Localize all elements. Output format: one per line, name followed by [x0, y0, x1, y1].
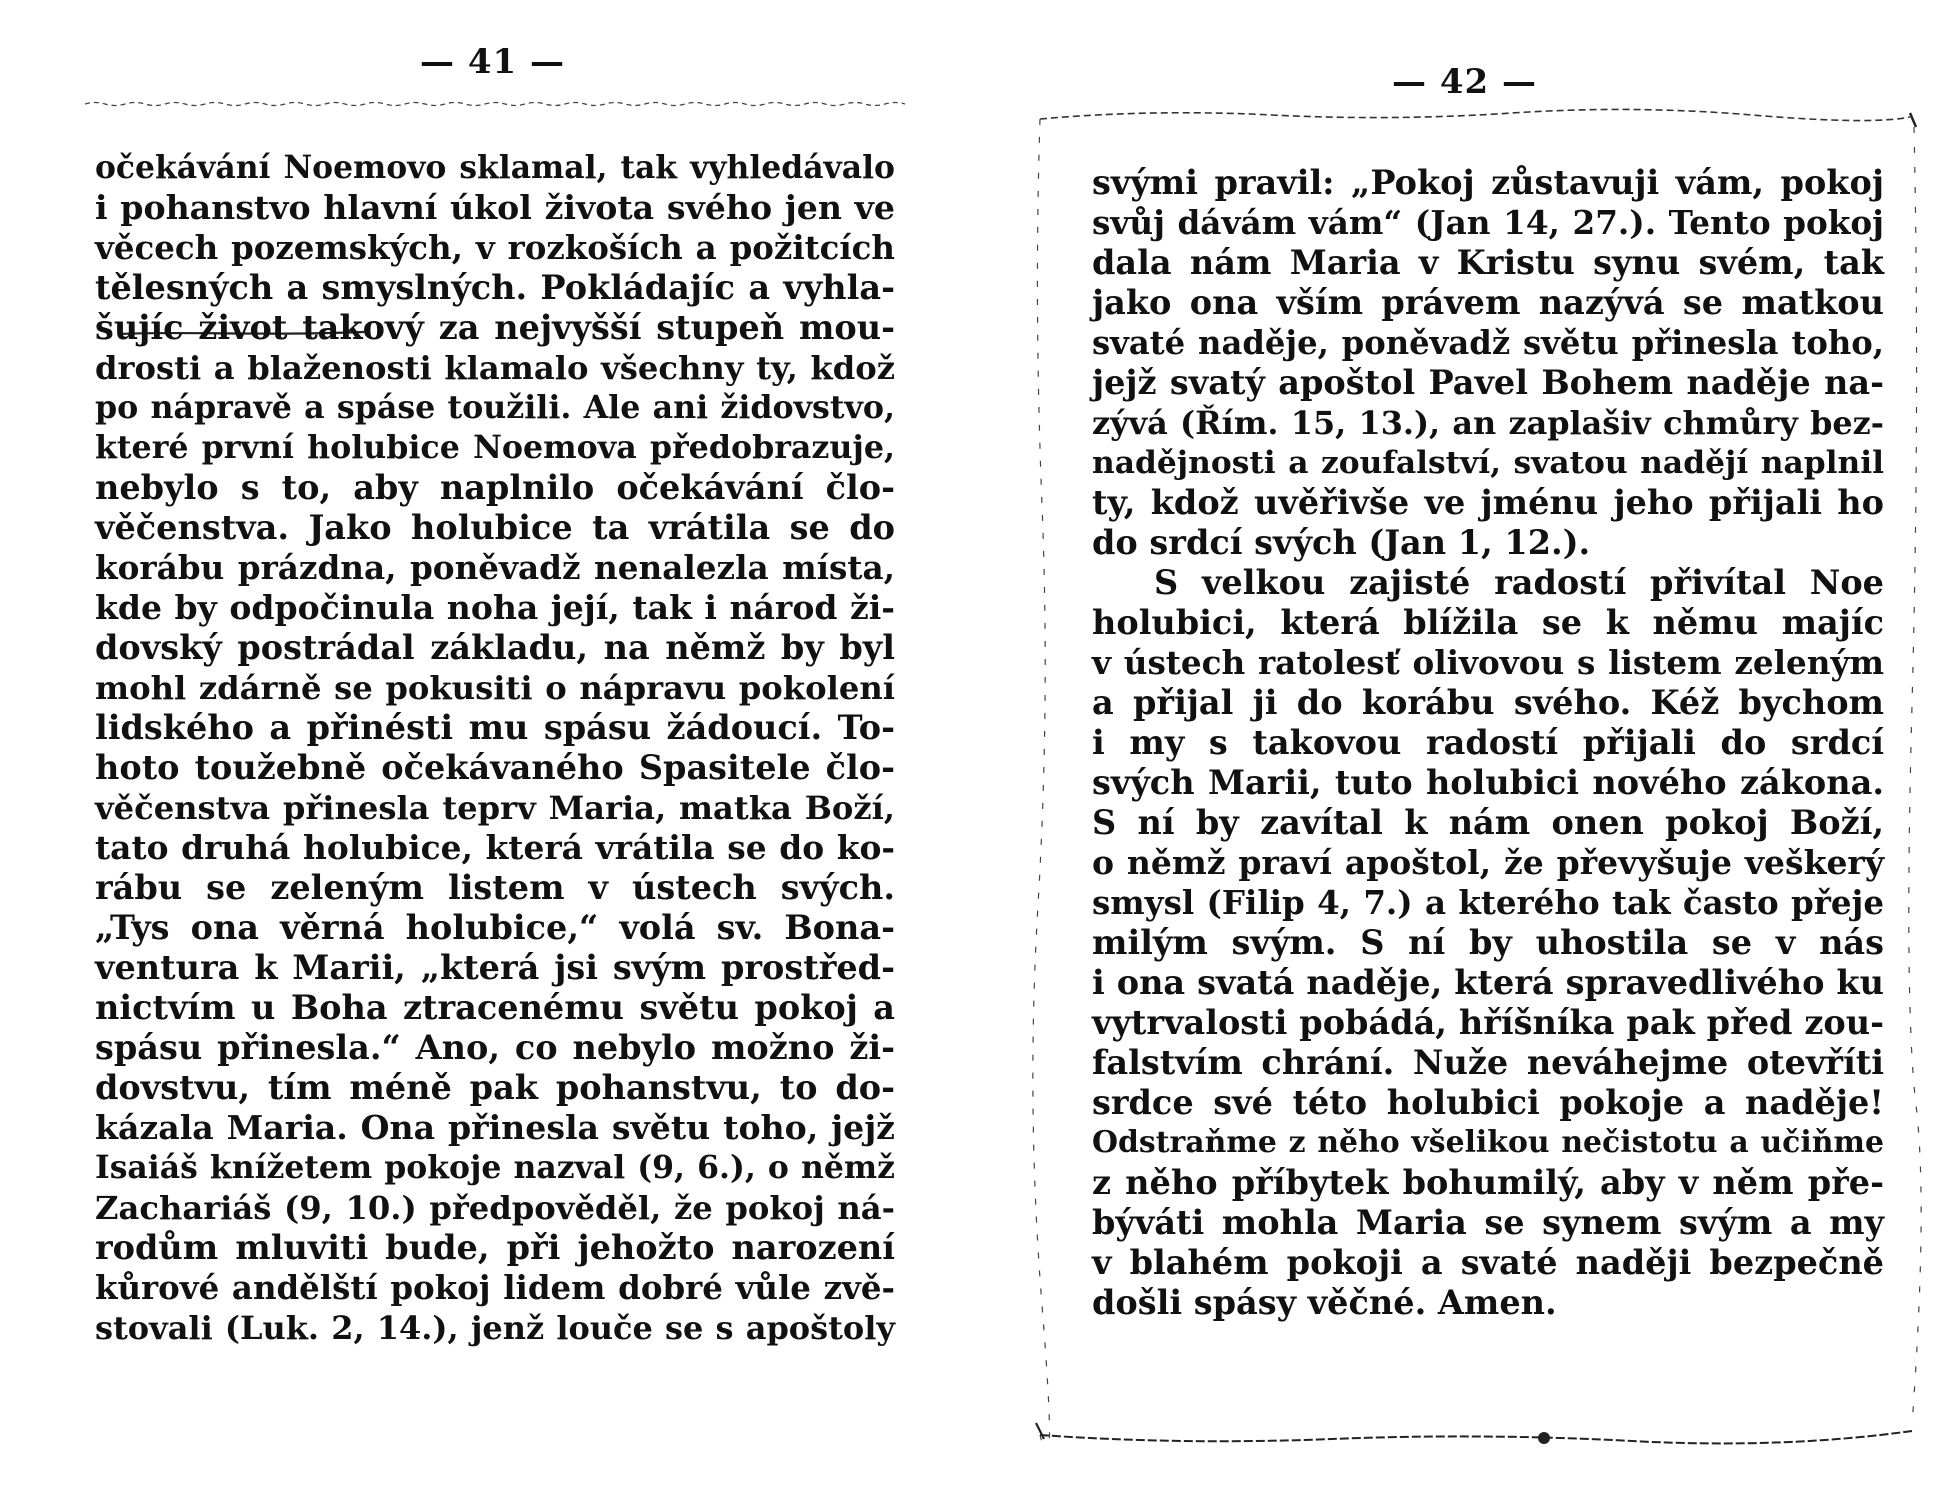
- text-line: z něho příbytek bohumilý, aby v něm pře-: [1092, 1163, 1884, 1202]
- decorative-rule: [85, 100, 905, 108]
- text-line: nebylo s to, aby naplnilo očekávání člo-: [95, 468, 895, 507]
- text-line: milým svým. S ní by uhostila se v nás: [1092, 923, 1884, 962]
- text-line: korábu prázdna, poněvadž nenalezla místa,: [95, 548, 895, 587]
- page-number: — 42 —: [1392, 62, 1537, 102]
- text-line: Isaiáš knížetem pokoje nazval (9, 6.), o němž: [95, 1149, 895, 1186]
- text-line: Zachariáš (9, 10.) předpověděl, že pokoj ná-: [95, 1189, 895, 1227]
- text-line: ty, kdož uvěřivše ve jménu jeho přijali ho: [1092, 483, 1884, 522]
- text-line: nadějnosti a zoufalství, svatou nadějí naplnil: [1092, 445, 1884, 481]
- text-line: ventura k Marii, „která jsi svým prostřed-: [95, 948, 895, 987]
- text-line: které první holubice Noemova předobrazuje,: [95, 429, 895, 466]
- text-line: srdce své této holubici pokoje a naděje!: [1092, 1083, 1884, 1122]
- text-line: došli spásy věčné. Amen.: [1092, 1283, 1557, 1322]
- text-line: mohl zdárně se pokusiti o nápravu pokolení: [95, 669, 895, 707]
- text-line: rábu se zeleným listem v ústech svých.: [95, 868, 895, 907]
- text-line: hoto toužebně očekávaného Spasitele člo-: [95, 748, 895, 787]
- left-page-text: [95, 148, 895, 1348]
- text-line: rodům mluviti bude, při jehožto narození: [95, 1228, 895, 1267]
- right-page: [977, 0, 1954, 1500]
- text-line: v ústech ratolesť olivovou s listem zeleným: [1092, 643, 1884, 682]
- text-line: vytrvalosti pobádá, hříšníka pak před zou-: [1092, 1003, 1884, 1042]
- text-line: v blahém pokoji a svaté naději bezpečně: [1092, 1243, 1884, 1282]
- text-line: svůj dávám vám“ (Jan 14, 27.). Tento pokoj: [1092, 203, 1884, 242]
- text-line: po nápravě a spáse toužili. Ale ani židovstvo,: [95, 389, 895, 426]
- text-line: smysl (Filip 4, 7.) a kterého tak často přeje: [1092, 883, 1884, 922]
- text-line: i my s takovou radostí přijali do srdcí: [1092, 723, 1884, 762]
- text-line: „Tys ona věrná holubice,“ volá sv. Bona-: [95, 908, 895, 947]
- text-line: tato druhá holubice, která vrátila se do ko-: [95, 828, 895, 867]
- text-line: i pohanstvo hlavní úkol života svého jen ve: [95, 188, 895, 227]
- text-line: kůrové andělští pokoj lidem dobré vůle zvě-: [95, 1269, 895, 1307]
- text-line: Odstraňme z něho všelikou nečistotu a učiňme: [1092, 1125, 1884, 1160]
- text-line: holubici, která blížila se k němu majíc: [1092, 603, 1884, 642]
- text-line: a přijal ji do korábu svého. Kéž bychom: [1092, 683, 1884, 722]
- text-line: šujíc život takový za nejvyšší stupeň mou-: [95, 308, 895, 347]
- right-page-text: [1092, 163, 1884, 1323]
- text-line: drosti a blaženosti klamalo všechny ty, kdož: [95, 349, 895, 387]
- page-number: — 41 —: [420, 42, 565, 82]
- text-line: do srdcí svých (Jan 1, 12.).: [1092, 523, 1591, 562]
- text-line: věcech pozemských, v rozkoších a požitcích: [95, 229, 895, 267]
- text-line: nictvím u Boha ztracenému světu pokoj a: [95, 988, 895, 1027]
- text-line: býváti mohla Maria se synem svým a my: [1092, 1203, 1884, 1242]
- text-line: očekávání Noemovo sklamal, tak vyhledávalo: [95, 150, 895, 186]
- text-line: jejž svatý apoštol Pavel Bohem naděje na-: [1092, 363, 1884, 402]
- text-line: i ona svatá naděje, která spravedlivého ku: [1092, 963, 1884, 1002]
- text-line: svaté naděje, poněvadž světu přinesla toho,: [1092, 324, 1884, 362]
- text-line: falstvím chrání. Nuže neváhejme otevříti: [1092, 1043, 1884, 1082]
- text-line: dala nám Maria v Kristu synu svém, tak: [1092, 243, 1884, 282]
- text-line: věčenstva přinesla teprv Maria, matka Boží,: [95, 789, 895, 827]
- text-line: zývá (Řím. 15, 13.), an zaplašiv chmůry bez-: [1092, 404, 1884, 442]
- text-line: S ní by zavítal k nám onen pokoj Boží,: [1092, 803, 1884, 842]
- text-line: lidského a přinésti mu spásu žádoucí. To-: [95, 708, 895, 747]
- text-line: spásu přinesla.“ Ano, co nebylo možno ži-: [95, 1028, 895, 1067]
- text-line: jako ona vším právem nazývá se matkou: [1092, 283, 1884, 322]
- text-line: kde by odpočinula noha její, tak i národ ži-: [95, 588, 895, 627]
- text-line: věčenstva. Jako holubice ta vrátila se do: [95, 508, 895, 547]
- text-line: S velkou zajisté radostí přivítal Noe: [1154, 563, 1884, 602]
- text-line: o němž praví apoštol, že převyšuje veškerý: [1092, 843, 1884, 882]
- text-line: stovali (Luk. 2, 14.), jenž louče se s apoštoly: [95, 1309, 895, 1347]
- text-line: svými pravil: „Pokoj zůstavuji vám, pokoj: [1092, 163, 1884, 202]
- text-line: kázala Maria. Ona přinesla světu toho, jejž: [95, 1108, 895, 1147]
- text-line: dovstvu, tím méně pak pohanstvu, to do-: [95, 1068, 895, 1107]
- text-line: tělesných a smyslných. Pokládajíc a vyhla-: [95, 268, 895, 307]
- text-line: dovský postrádal základu, na němž by byl: [95, 628, 895, 667]
- text-line: svých Marii, tuto holubici nového zákona.: [1092, 763, 1884, 802]
